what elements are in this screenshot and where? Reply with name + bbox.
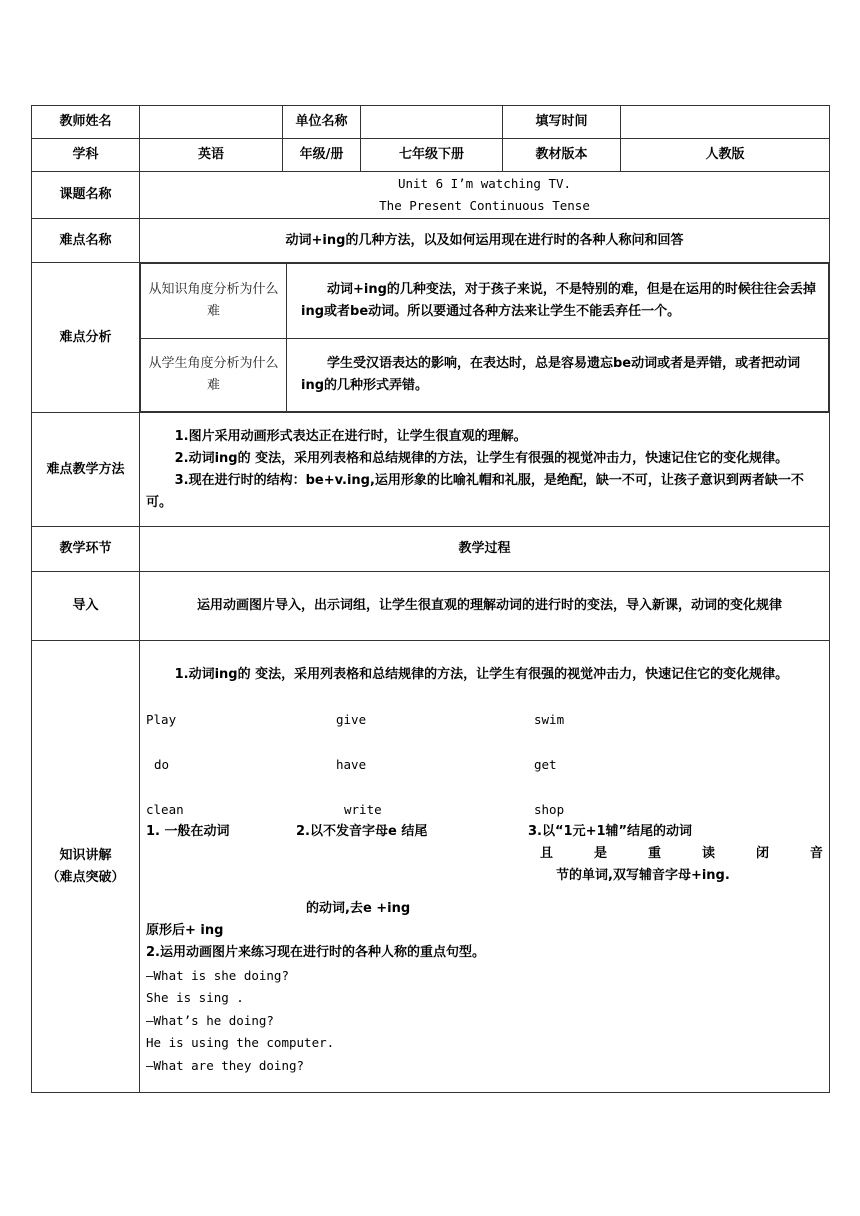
knowledge-point-1: 1.动词ing的 变法，采用列表格和总结规律的方法，让学生有很强的视觉冲击力，快速记住它的变化规律。: [174, 667, 789, 682]
verb-word: Play: [146, 712, 177, 727]
rule-3-continued: [540, 843, 823, 865]
rule-3-char: 音: [809, 846, 823, 861]
header-row-2: [32, 139, 830, 172]
dialog-line: —What’s he doing?: [146, 1012, 274, 1028]
analysis-row: [32, 263, 830, 413]
verb-row-3: [146, 799, 823, 821]
intro-value: 运用动画图片导入，出示词组，让学生很直观的理解动词的进行时的变法，导入新课，动词的变化规律: [140, 572, 830, 641]
process-row: [32, 527, 830, 572]
rule-3-char: 闭: [755, 846, 769, 861]
analysis-knowledge-row: [141, 264, 829, 339]
verb-word: give: [336, 712, 367, 727]
rules-row: [146, 821, 823, 843]
lesson-plan: [31, 105, 829, 1093]
fill-time-value: [621, 106, 830, 139]
rule-3-char: 读: [701, 846, 715, 861]
method-label: 难点教学方法: [32, 413, 140, 527]
verb-word: have: [336, 757, 367, 772]
verb-word: clean: [146, 802, 184, 817]
verb-word: do: [154, 757, 170, 772]
subject-label: 学科: [32, 139, 140, 172]
student-angle-label: 从学生角度分析为什么难: [141, 339, 287, 412]
teacher-name-label: 教师姓名: [32, 106, 140, 139]
rule-3-line-3: 节的单词,双写辅音字母+ing.: [556, 868, 730, 883]
difficulty-row: [32, 219, 830, 263]
dialog-line: —What is she doing?: [146, 967, 289, 983]
verb-row-2: [146, 754, 823, 799]
method-point-2: 2.动词ing的 变法，采用列表格和总结规律的方法，让学生有很强的视觉冲击力，快速记住它的变化规律。: [174, 450, 789, 466]
rule-3-char: 是: [593, 846, 607, 861]
intro-row: [32, 572, 830, 641]
verb-row-1: [146, 709, 823, 754]
rule-2-continued: 的动词,去e +ing: [306, 901, 411, 916]
dialog-line: He is using the computer.: [146, 1035, 335, 1050]
student-angle-text: 学生受汉语表达的影响，在表达时，总是容易遗忘be动词或者是弄错，或者把动词ing的几种形式弄错。: [287, 339, 829, 412]
analysis-content: [140, 263, 830, 413]
verb-word: write: [344, 802, 382, 817]
dialog-line: —What are they doing?: [146, 1057, 305, 1073]
topic-row: [32, 172, 830, 219]
knowledge-label: [32, 641, 140, 1093]
verb-word: get: [534, 757, 557, 772]
process-value: 教学过程: [140, 527, 830, 572]
unit-label: 单位名称: [283, 106, 361, 139]
difficulty-value: 动词+ing的几种方法，以及如何运用现在进行时的各种人称问和回答: [140, 219, 830, 263]
analysis-student-row: [141, 339, 829, 412]
knowledge-point-2: 2.运用动画图片来练习现在进行时的各种人称的重点句型。: [146, 945, 485, 960]
rule-3-char: 重: [647, 846, 661, 861]
verb-word: shop: [534, 802, 565, 817]
header-row-1: [32, 106, 830, 139]
topic-line-1: Unit 6 I’m watching TV.: [397, 176, 572, 191]
method-content: [140, 413, 830, 527]
rule-3-char: 且: [540, 846, 554, 861]
textbook-value: 人教版: [621, 139, 830, 172]
analysis-subtable: [140, 263, 829, 412]
method-point-1: 1.图片采用动画形式表达正在进行时，让学生很直观的理解。: [174, 428, 527, 444]
rule-3: 3.以“1元+1辅”结尾的动词: [528, 824, 693, 839]
unit-value: [361, 106, 503, 139]
knowledge-row: [32, 641, 830, 1093]
method-row: [32, 413, 830, 527]
lesson-plan-table: [31, 105, 830, 1093]
method-point-3: 3.现在进行时的结构：be+v.ing,运用形象的比喻礼帽和礼服，是绝配，缺一不可，让孩子意识到两者缺一不可。: [146, 472, 804, 510]
topic-line-2: The Present Continuous Tense: [379, 198, 590, 213]
knowledge-angle-label: 从知识角度分析为什么难: [141, 264, 287, 339]
grade-label: 年级/册: [283, 139, 361, 172]
verb-word: swim: [534, 712, 565, 727]
knowledge-content: [140, 641, 830, 1093]
grade-value: 七年级下册: [361, 139, 503, 172]
dialog-line: She is sing .: [146, 990, 244, 1005]
fill-time-label: 填写时间: [503, 106, 621, 139]
topic-value: [140, 172, 830, 219]
knowledge-angle-text: 动词+ing的几种变法，对于孩子来说，不是特别的难，但是在运用的时候往往会丢掉ing或者be动词。所以要通过各种方法来让学生不能丢弃任一个。: [287, 264, 829, 339]
teacher-name-value: [140, 106, 283, 139]
analysis-label: 难点分析: [32, 263, 140, 413]
intro-label: 导入: [32, 572, 140, 641]
knowledge-label-line-2: （难点突破）: [46, 869, 125, 885]
subject-value: 英语: [140, 139, 283, 172]
process-label: 教学环节: [32, 527, 140, 572]
knowledge-label-line-1: 知识讲解: [59, 847, 112, 863]
topic-label: 课题名称: [32, 172, 140, 219]
textbook-label: 教材版本: [503, 139, 621, 172]
difficulty-label: 难点名称: [32, 219, 140, 263]
rule-1: 1. 一般在动词: [146, 824, 230, 839]
rule-2: 2.以不发音字母e 结尾: [296, 824, 428, 839]
rule-1-continued: 原形后+ ing: [146, 923, 224, 938]
